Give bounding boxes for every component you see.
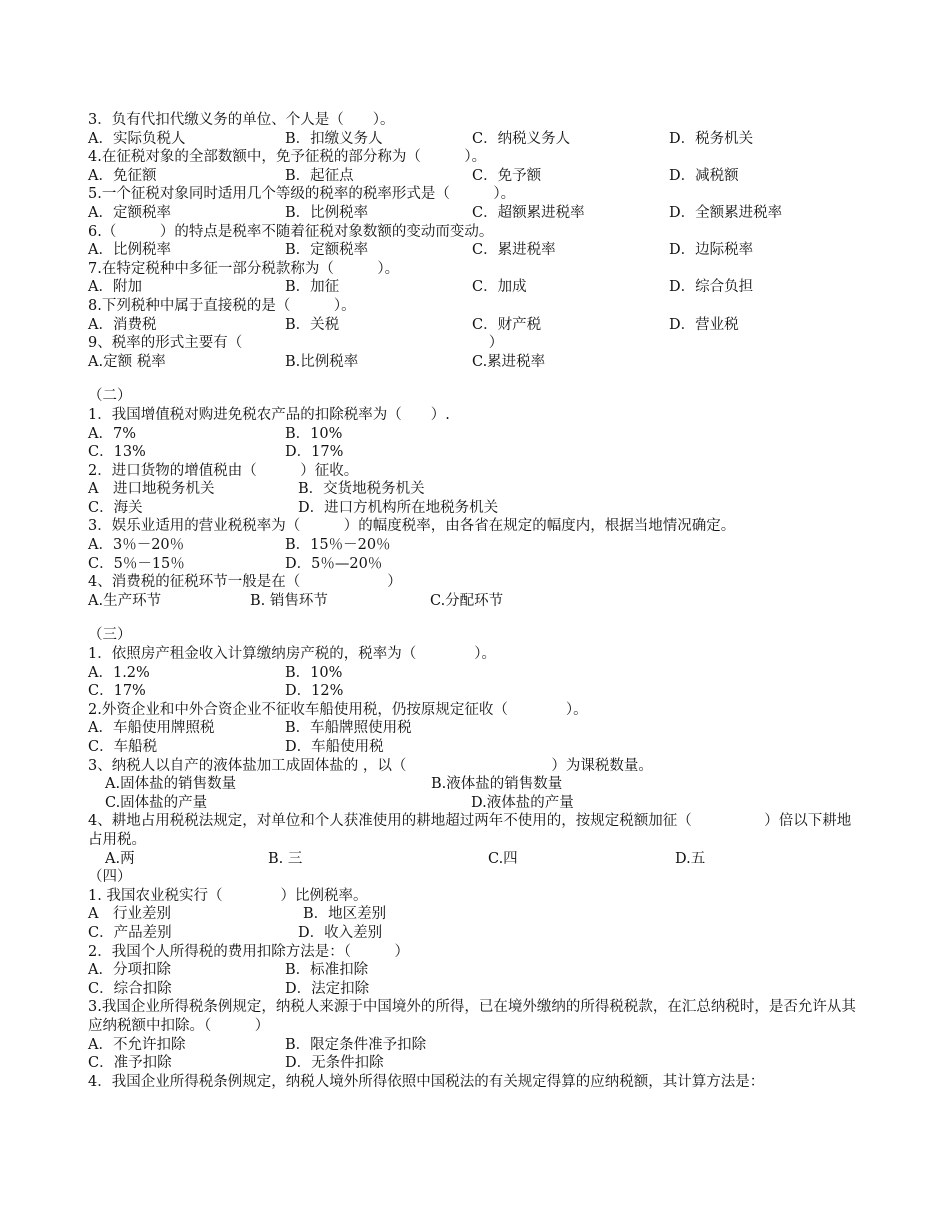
option-d: D．车船使用税 bbox=[285, 739, 384, 755]
option-c: C．准予扣除 bbox=[88, 1055, 172, 1072]
options-q9 bbox=[88, 353, 868, 372]
option-c: C．超额累进税率 bbox=[472, 204, 585, 221]
option-c: C．加成 bbox=[472, 279, 527, 296]
option-b: B．比例税率 bbox=[285, 204, 369, 221]
option-d: D.五 bbox=[675, 850, 706, 867]
option-d: D．无条件扣除 bbox=[285, 1055, 384, 1072]
options-row bbox=[88, 924, 868, 943]
question-2: 2．我国个人所得税的费用扣除方法是：（ ） bbox=[88, 943, 409, 960]
options-row bbox=[88, 1036, 868, 1055]
options-row bbox=[88, 775, 868, 794]
options-row bbox=[88, 794, 868, 813]
option-a: A．比例税率 bbox=[88, 242, 171, 259]
option-c: C.累进税率 bbox=[472, 353, 546, 370]
option-c: C．纳税义务人 bbox=[472, 130, 571, 147]
option-a: A．分项扣除 bbox=[88, 962, 171, 979]
option-b: B．限定条件准予扣除 bbox=[285, 1036, 427, 1053]
option-a: A．定额税率 bbox=[88, 204, 171, 221]
option-d: D．营业税 bbox=[669, 316, 739, 333]
options-q8 bbox=[88, 316, 868, 335]
options-row bbox=[88, 905, 868, 924]
option-b: B．加征 bbox=[285, 279, 340, 296]
option-d: D．法定扣除 bbox=[285, 980, 370, 997]
option-b: B．定额税率 bbox=[285, 242, 369, 259]
option-b: B．交货地税务机关 bbox=[298, 481, 425, 498]
option-b: B.液体盐的销售数量 bbox=[431, 776, 563, 793]
question-4: 4.在征税对象的全部数额中，免予征税的部分称为（ ）。 bbox=[88, 149, 487, 166]
options-row bbox=[88, 682, 868, 701]
question-1: 1．我国增值税对购进免税农产品的扣除税率为（ ）. bbox=[88, 406, 450, 423]
option-a: A.生产环节 bbox=[88, 592, 162, 609]
options-row bbox=[88, 592, 868, 611]
option-c: C．综合扣除 bbox=[88, 980, 172, 997]
question-5: 5.一个征税对象同时适用几个等级的税率的税率形式是（ ）。 bbox=[88, 186, 516, 203]
option-d: D．进口方机构所在地税务机关 bbox=[298, 499, 499, 516]
question-4: 4．我国企业所得税条例规定，纳税人境外所得依照中国税法的有关规定得算的应纳税额，其计算方法是： bbox=[88, 1073, 765, 1090]
options-q6 bbox=[88, 241, 868, 260]
options-row bbox=[88, 961, 868, 980]
options-row bbox=[88, 499, 868, 518]
option-a: A．1.2% bbox=[88, 664, 150, 681]
option-d: D．全额累进税率 bbox=[669, 204, 783, 221]
option-c: C．产品差别 bbox=[88, 924, 172, 941]
options-q3 bbox=[88, 130, 868, 149]
option-c: C.分配环节 bbox=[430, 592, 504, 609]
option-b: B．起征点 bbox=[285, 167, 354, 184]
option-d: D．5％—20％ bbox=[285, 555, 383, 572]
section-heading-3: （三） bbox=[88, 627, 132, 644]
question-2: 2．进口货物的增值税由（ ）征收。 bbox=[88, 462, 359, 479]
option-a: A.两 bbox=[105, 850, 135, 867]
option-d: D．综合负担 bbox=[669, 279, 754, 296]
option-a: A.定额 税率 bbox=[88, 353, 166, 370]
option-d: D．税务机关 bbox=[669, 130, 754, 147]
option-b: B．标准扣除 bbox=[285, 962, 369, 979]
option-c: C．17% bbox=[88, 683, 146, 700]
option-d: D．收入差别 bbox=[298, 924, 383, 941]
option-b: B．地区差别 bbox=[303, 906, 387, 923]
option-b: B．车船牌照使用税 bbox=[285, 720, 412, 737]
options-row bbox=[88, 425, 868, 444]
option-a: A 进口地税务机关 bbox=[88, 481, 215, 498]
question-3: 3.我国企业所得税条例规定，纳税人来源于中国境外的所得，已在境外缴纳的所得税税款，在汇总纳税时，是否允许从其应纳税额中扣除。（ ） bbox=[88, 999, 856, 1034]
section-heading-2: （二） bbox=[88, 388, 132, 405]
option-d: D．减税额 bbox=[669, 167, 739, 184]
options-row bbox=[88, 850, 868, 869]
option-a: A．实际负税人 bbox=[88, 130, 186, 147]
options-row bbox=[88, 555, 868, 574]
question-4: 4、消费税的征税环节一般是在（ ） bbox=[88, 574, 402, 591]
option-a: A．不允许扣除 bbox=[88, 1036, 186, 1053]
option-a: A．车船使用牌照税 bbox=[88, 720, 215, 737]
question-7: 7.在特定税种中多征一部分税款称为（ ）。 bbox=[88, 260, 400, 277]
question-1: 1．依照房产租金收入计算缴纳房产税的，税率为（ ）。 bbox=[88, 646, 496, 663]
option-a: A．免征额 bbox=[88, 167, 157, 184]
option-c: C．免予额 bbox=[472, 167, 542, 184]
options-q5 bbox=[88, 204, 868, 223]
option-b: B.比例税率 bbox=[285, 353, 359, 370]
question-2: 2.外资企业和中外合资企业不征收车船使用税，仍按原规定征收（ ）。 bbox=[88, 701, 588, 718]
question-6: 6.（ ）的特点是税率不随着征税对象数额的变动而变动。 bbox=[88, 223, 494, 240]
option-b: B．15％－20％ bbox=[285, 537, 391, 554]
options-row bbox=[88, 1054, 868, 1073]
option-b: B. 三 bbox=[268, 850, 303, 867]
option-b: B．10% bbox=[285, 425, 343, 442]
option-c: C.固体盐的产量 bbox=[105, 794, 208, 811]
option-d: D.液体盐的产量 bbox=[471, 794, 574, 811]
options-row bbox=[88, 719, 868, 738]
option-c: C．车船税 bbox=[88, 739, 158, 755]
question-4: 4、耕地占用税税法规定，对单位和个人获准使用的耕地超过两年不使用的，按规定税额加征（ ）倍以下耕地占用税。 bbox=[88, 813, 852, 848]
question-3: 3．娱乐业适用的营业税税率为（ ）的幅度税率，由各省在规定的幅度内，根据当地情况确定。 bbox=[88, 518, 736, 535]
option-a: A．7% bbox=[88, 425, 136, 442]
option-b: B．扣缴义务人 bbox=[285, 130, 383, 147]
option-b: B. 销售环节 bbox=[250, 592, 328, 609]
option-d: D．17% bbox=[285, 444, 344, 461]
option-a: A.固体盐的销售数量 bbox=[105, 776, 237, 793]
question-9: 9、税率的形式主要有（ ） bbox=[88, 335, 504, 352]
options-q4 bbox=[88, 167, 868, 186]
options-row bbox=[88, 480, 868, 499]
options-row bbox=[88, 536, 868, 555]
option-c: C．海关 bbox=[88, 499, 143, 516]
option-c: C．13% bbox=[88, 444, 146, 461]
option-b: B．关税 bbox=[285, 316, 340, 333]
option-c: C.四 bbox=[488, 850, 518, 867]
option-a: A 行业差别 bbox=[88, 906, 171, 923]
question-3: 3．负有代扣代缴义务的单位、个人是（ ）。 bbox=[88, 112, 395, 128]
options-row bbox=[88, 443, 868, 462]
question-1: 1. 我国农业税实行（ ）比例税率。 bbox=[88, 887, 368, 904]
option-a: A．附加 bbox=[88, 279, 142, 296]
options-row bbox=[88, 738, 868, 757]
question-8: 8.下列税种中属于直接税的是（ ）。 bbox=[88, 297, 356, 314]
section-heading-4: （四） bbox=[88, 869, 132, 886]
document-page bbox=[88, 111, 868, 1091]
options-q7 bbox=[88, 278, 868, 297]
option-a: A．3％－20％ bbox=[88, 537, 185, 554]
option-a: A．消费税 bbox=[88, 316, 157, 333]
option-d: D．边际税率 bbox=[669, 242, 754, 259]
question-3: 3、纳税人以自产的液体盐加工成固体盐的 ，以（ ）为课税数量。 bbox=[88, 757, 653, 774]
option-b: B．10% bbox=[285, 664, 343, 681]
option-c: C．累进税率 bbox=[472, 242, 556, 259]
option-c: C．5％－15％ bbox=[88, 555, 185, 572]
option-d: D．12% bbox=[285, 683, 344, 700]
options-row bbox=[88, 664, 868, 683]
option-c: C．财产税 bbox=[472, 316, 542, 333]
options-row bbox=[88, 980, 868, 999]
